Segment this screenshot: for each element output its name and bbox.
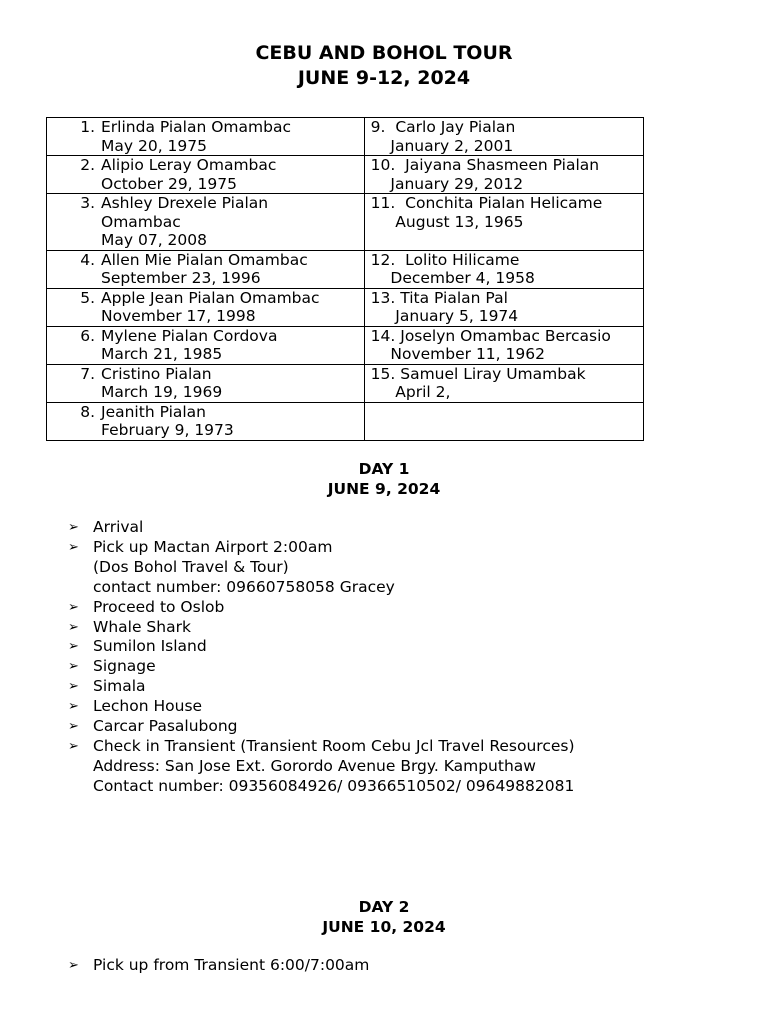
list-item [68,697,575,717]
list-item [68,717,575,737]
arrowhead-bullet-icon: ➢ [68,738,79,754]
list-item-text: Arrival [93,518,144,536]
guest-name: Alipio Leray Omambac [101,156,277,174]
guest-birthdate: August 13, 1965 [370,212,524,231]
guest-name: Allen Mie Pialan Omambac [101,250,308,269]
guest-name: 11. Conchita Pialan Helicame [370,194,603,212]
guest-name: 15. Samuel Liray Umambak [370,364,586,383]
guest-cell-right [364,326,643,364]
guest-birthdate: November 11, 1962 [370,345,545,363]
table-row [47,326,644,364]
table-row [47,118,644,156]
guest-cell-left [47,364,365,402]
guest-name: 12. Lolito Hilicame [370,250,520,269]
guest-birthdate: May 20, 1975 [101,136,207,155]
day1-itinerary-list [68,518,575,797]
list-item-text: Simala [93,677,146,696]
guest-number: 6. [80,326,95,345]
list-item [68,518,575,538]
day1-label: DAY 1 [358,460,410,478]
list-item-text: Sumilon Island [93,637,207,656]
arrowhead-bullet-icon: ➢ [68,958,79,973]
guest-name: 14. Joselyn Omambac Bercasio [370,326,611,345]
guest-birthdate: September 23, 1996 [101,269,261,287]
list-item [68,677,575,697]
arrowhead-bullet-icon: ➢ [68,520,79,535]
guest-birthdate: January 5, 1974 [370,307,519,325]
day1-heading [0,459,768,499]
guest-birthdate: January 2, 2001 [370,136,514,155]
guest-cell-right [364,288,643,326]
list-item-detail: contact number: 09660758058 Gracey [93,577,395,596]
list-item-text: Carcar Pasalubong [93,717,238,736]
day2-label: DAY 2 [358,898,410,916]
list-item-detail: Address: San Jose Ext. Gorordo Avenue Brgy. Kamputhaw [93,756,536,775]
title-line-2: JUNE 9-12, 2024 [297,67,471,89]
guest-name: Erlinda Pialan Omambac [101,118,291,136]
guest-cell-left [47,326,365,364]
guest-cell-left [47,118,365,156]
day2-heading [0,897,768,937]
arrowhead-bullet-icon: ➢ [68,619,79,635]
list-item [68,598,575,618]
guest-number: 1. [80,118,95,136]
guest-cell-right [364,364,643,402]
guest-number: 5. [80,288,95,307]
list-item [68,956,369,976]
guest-cell-right [364,156,643,194]
list-item [68,657,575,677]
list-item-text: Signage [93,657,156,676]
guest-table [46,117,644,441]
guest-name-continued: Omambac [101,212,181,231]
guest-number: 2. [80,156,95,174]
table-row [47,402,644,440]
arrowhead-bullet-icon: ➢ [68,699,79,715]
guest-name: Mylene Pialan Cordova [101,326,278,345]
guest-birthdate: May 07, 2008 [101,231,207,249]
guest-birthdate: April 2, [370,383,451,401]
guest-name: Apple Jean Pialan Omambac [101,288,320,307]
day2-itinerary-list [68,956,369,976]
list-item [68,538,575,598]
guest-number: 3. [80,194,95,212]
table-row [47,288,644,326]
guest-birthdate: October 29, 1975 [101,174,237,193]
guest-cell-left [47,250,365,288]
guest-cell-right [364,250,643,288]
guest-cell-right [364,402,643,440]
arrowhead-bullet-icon: ➢ [68,679,79,695]
table-row [47,364,644,402]
list-item-text: Whale Shark [93,617,191,636]
arrowhead-bullet-icon: ➢ [68,659,79,675]
guest-birthdate: February 9, 1973 [101,421,234,439]
day2-date: JUNE 10, 2024 [322,918,446,936]
table-row [47,194,644,251]
guest-cell-left [47,194,365,251]
guest-birthdate: March 21, 1985 [101,345,223,363]
list-item-text: Proceed to Oslob [93,597,225,616]
guest-cell-left [47,402,365,440]
list-item-text: Lechon House [93,697,203,716]
arrowhead-bullet-icon: ➢ [68,719,79,735]
list-item [68,737,575,797]
table-row [47,250,644,288]
title-line-1: CEBU AND BOHOL TOUR [255,42,513,64]
guest-cell-left [47,156,365,194]
table-row [47,156,644,194]
guest-name: Ashley Drexele Pialan [101,194,269,212]
list-item-text: Pick up from Transient 6:00/7:00am [93,956,370,974]
guest-number: 4. [80,250,95,269]
list-item [68,637,575,657]
list-item-text: Pick up Mactan Airport 2:00am [93,537,333,556]
arrowhead-bullet-icon: ➢ [68,539,79,555]
day1-date: JUNE 9, 2024 [327,480,441,498]
guest-name: 9. Carlo Jay Pialan [370,118,516,136]
arrowhead-bullet-icon: ➢ [68,639,79,655]
guest-name: 10. Jaiyana Shasmeen Pialan [370,156,600,174]
list-item-detail: Contact number: 09356084926/ 09366510502/ 09649882081 [93,776,575,795]
arrowhead-bullet-icon: ➢ [68,599,79,615]
guest-birthdate: December 4, 1958 [370,269,535,287]
guest-cell-right [364,194,643,251]
guest-birthdate: November 17, 1998 [101,307,256,325]
guest-cell-left [47,288,365,326]
guest-birthdate: March 19, 1969 [101,383,223,401]
guest-name: Cristino Pialan [101,364,212,383]
guest-number: 7. [80,364,95,383]
guest-number: 8. [80,402,95,421]
list-item-detail: (Dos Bohol Travel & Tour) [93,557,289,576]
guest-name: Jeanith Pialan [101,402,207,421]
guest-cell-right [364,118,643,156]
guest-name: 13. Tita Pialan Pal [370,288,508,307]
list-item [68,618,575,638]
document-title [0,41,768,91]
guest-birthdate: January 29, 2012 [370,174,524,193]
list-item-text: Check in Transient (Transient Room Cebu Jcl Travel Resources) [93,736,575,755]
